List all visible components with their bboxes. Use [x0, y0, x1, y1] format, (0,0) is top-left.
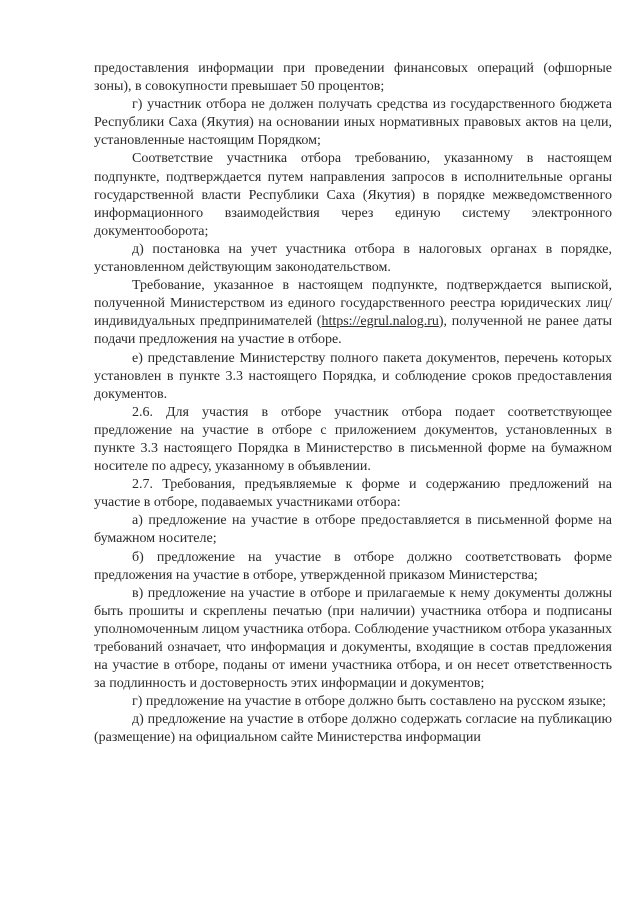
paragraph-2-6: 2.6. Для участия в отборе участник отбора подает соответствующее предложение на участие в отборе с приложением документов, установленных в пункте 3.3 настоящего Порядка в Министерство в письменной форме на бумажном носителе по адресу, указанному в объявлении. [94, 404, 612, 475]
paragraph-compliance-requests: Соответствие участника отбора требованию, указанному в настоящем подпункте, подтверждается путем направления запросов в исполнительные органы государственной власти Республики Саха (Якутия) в порядке межведомственного информационного взаимодействия через единую систему электронного документооборота; [94, 151, 612, 239]
paragraph-2-7: 2.7. Требования, предъявляемые к форме и содержанию предложений на участие в отборе, подаваемых участниками отбора: [94, 477, 612, 511]
paragraph-offshore-end: предоставления информации при проведении финансовых операций (офшорные зоны), в совокупности превышает 50 процентов; [94, 61, 612, 95]
paragraph-egrul-extract: Требование, указанное в настоящем подпункте, подтверждается выпиской, полученной Министерством из единого государственного реестра юридических лиц/ индивидуальных предпринимателей (https://egrul.nalog.ru), полученной не ранее даты подачи предложения на участие в отборе. [94, 278, 612, 348]
paragraph-v-binding: в) предложение на участие в отборе и прилагаемые к нему документы должны быть прошиты и скреплены печатью (при наличии) участника отбора и подписаны уполномоченным лицом участника отбора. Соблюдение участником отбора указанных требований означает, что информация и документы, входящие в состав предложения на участие в отборе, поданы от имени участника отбора, и он несет ответственность за подлинность и достоверность этих информации и документов; [94, 585, 612, 692]
paragraph-a-written-form: а) предложение на участие в отборе предоставляется в письменной форме на бумажном носителе; [94, 513, 612, 547]
paragraph-d-tax-registration: д) постановка на учет участника отбора в налоговых органах в порядке, установленном действующим законодательством. [94, 241, 612, 276]
document-body [94, 60, 612, 748]
paragraph-b-form-match: б) предложение на участие в отборе должно соответствовать форме предложения на участие в отборе, утвержденной приказом Министерства; [94, 549, 612, 583]
egrul-link[interactable]: https://egrul.nalog.ru [321, 314, 439, 330]
paragraph-d-consent: д) предложение на участие в отборе должно содержать согласие на публикацию (размещение) на официальном сайте Министерства информации [94, 712, 612, 746]
paragraph-g-russian: г) предложение на участие в отборе должно быть составлено на русском языке; [132, 694, 607, 710]
paragraph-g-budget: г) участник отбора не должен получать средства из государственного бюджета Республики Саха (Якутия) на основании иных нормативных правовых актов на цели, установленные настоящим Порядком; [94, 97, 612, 149]
paragraph-e-documents: е) представление Министерству полного пакета документов, перечень которых установлен в пункте 3.3 настоящего Порядка, и соблюдение сроков предоставления документов. [94, 350, 612, 402]
